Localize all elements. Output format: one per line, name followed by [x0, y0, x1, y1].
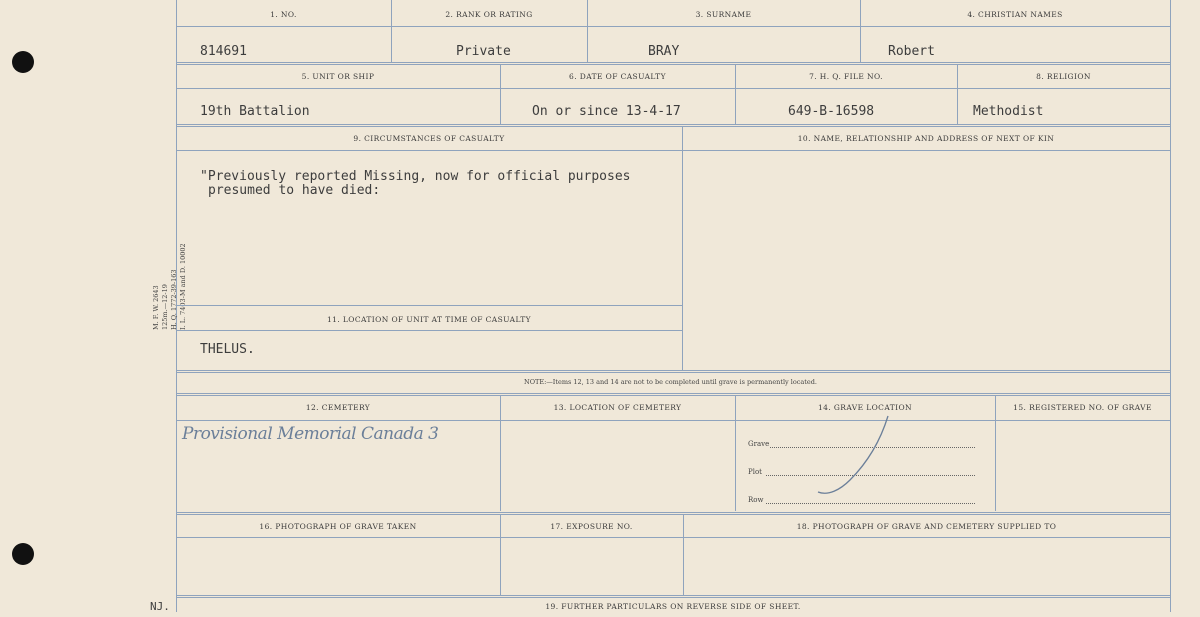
- label-next-of-kin: 10. NAME, RELATIONSHIP AND ADDRESS OF NEXT OF KIN: [797, 134, 1055, 143]
- label-exposure-no: 17. EXPOSURE NO.: [550, 522, 633, 531]
- value-no: 814691: [200, 44, 247, 59]
- value-rank: Private: [456, 44, 511, 59]
- label-row: Row: [748, 496, 764, 504]
- label-registered-no: 15. REGISTERED NO. OF GRAVE: [1013, 403, 1152, 412]
- punch-hole-bottom: [12, 543, 34, 565]
- value-date: On or since 13-4-17: [532, 104, 681, 119]
- label-no: 1. NO.: [270, 10, 297, 19]
- label-christian-names: 4. CHRISTIAN NAMES: [967, 10, 1063, 19]
- label-hq-file: 7. H. Q. FILE NO.: [809, 72, 883, 81]
- value-cemetery-handwritten: Provisional Memorial Canada 3: [182, 424, 439, 444]
- label-location-of-cemetery: 13. LOCATION OF CEMETERY: [553, 403, 682, 412]
- form-print-code: M. F. W. 2643 125m.—12-19 H. Q. 1772-39-163 I. L. 7403-M and D. 10002: [152, 243, 187, 330]
- label-grave: Grave: [748, 440, 770, 448]
- value-surname: BRAY: [648, 44, 680, 59]
- label-photo-taken: 16. PHOTOGRAPH OF GRAVE TAKEN: [259, 522, 417, 531]
- value-hq-file: 649-B-16598: [788, 104, 875, 119]
- value-location-of-unit: THELUS.: [200, 342, 255, 357]
- label-date: 6. DATE OF CASUALTY: [569, 72, 666, 81]
- label-circumstances: 9. CIRCUMSTANCES OF CASUALTY: [353, 134, 505, 143]
- value-unit: 19th Battalion: [200, 104, 310, 119]
- grave-location-slash-mark: [810, 412, 900, 502]
- label-grave-location: 14. GRAVE LOCATION: [817, 403, 913, 412]
- label-cemetery: 12. CEMETERY: [305, 403, 371, 412]
- label-rank: 2. RANK OR RATING: [445, 10, 533, 19]
- label-further-particulars: 19. FURTHER PARTICULARS ON REVERSE SIDE OF SHEET.: [545, 602, 801, 611]
- corner-mark: NJ.: [150, 600, 170, 613]
- label-unit: 5. UNIT OR SHIP: [301, 72, 375, 81]
- label-surname: 3. SURNAME: [695, 10, 752, 19]
- label-photo-supplied: 18. PHOTOGRAPH OF GRAVE AND CEMETERY SUPPLIED TO: [796, 522, 1057, 531]
- note-items: NOTE:—Items 12, 13 and 14 are not to be completed until grave is permanently located.: [524, 378, 817, 386]
- label-location-of-unit: 11. LOCATION OF UNIT AT TIME OF CASUALTY: [327, 315, 531, 324]
- value-christian-names: Robert: [888, 44, 935, 59]
- value-circumstances-line2: presumed to have died:: [208, 183, 381, 198]
- label-plot: Plot: [748, 468, 762, 476]
- punch-hole-top: [12, 51, 34, 73]
- label-religion: 8. RELIGION: [1036, 72, 1091, 81]
- value-circumstances-line1: "Previously reported Missing, now for official purposes: [200, 169, 631, 184]
- value-religion: Methodist: [973, 104, 1044, 119]
